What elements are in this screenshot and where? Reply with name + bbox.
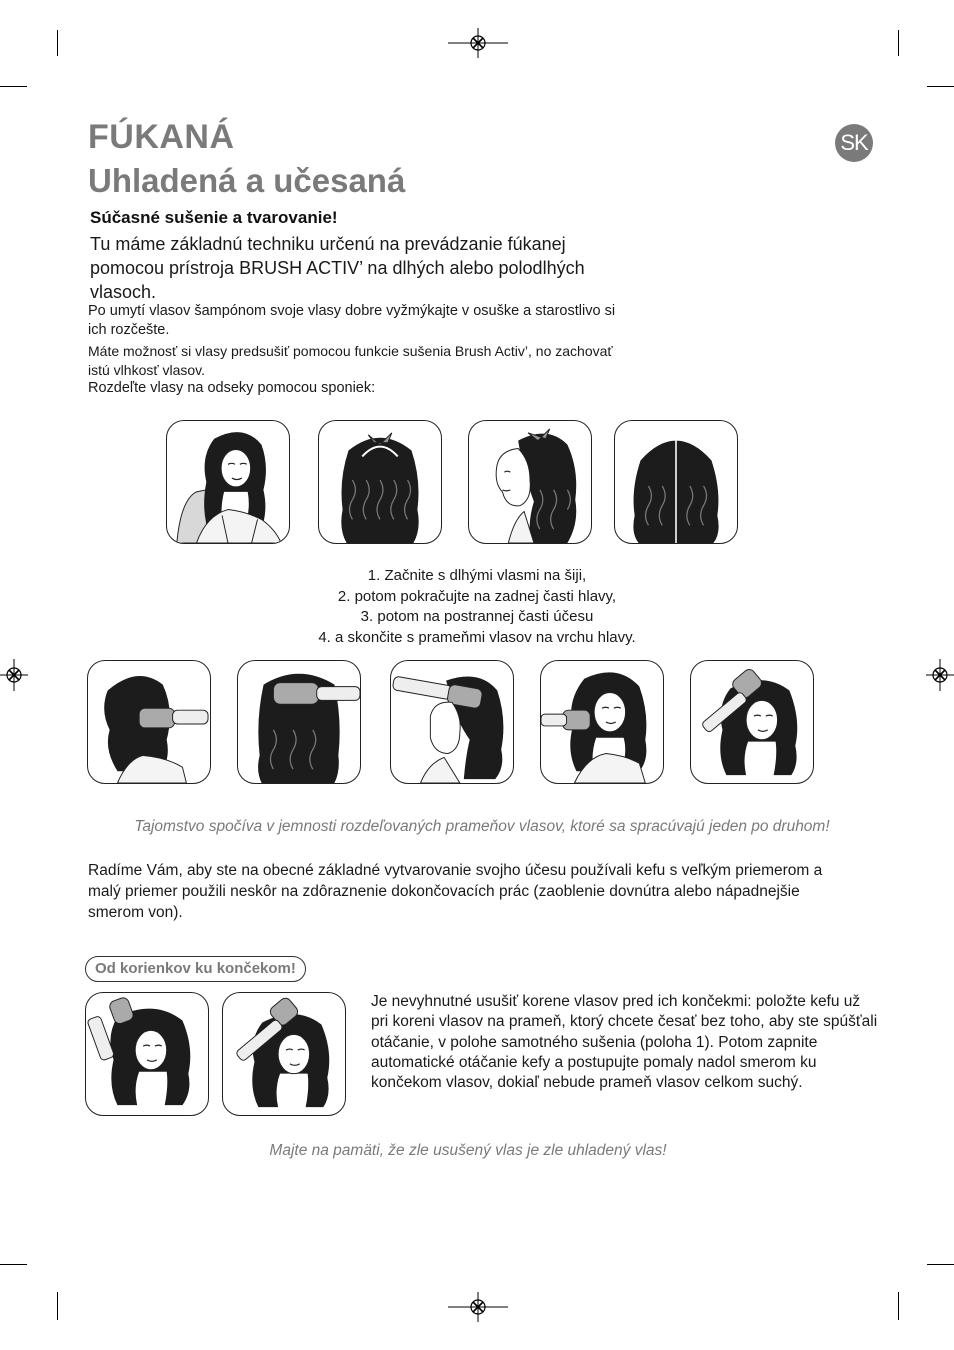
registration-mark-top — [448, 28, 508, 58]
registration-mark-right — [926, 659, 954, 691]
crop-mark — [898, 30, 899, 56]
crop-mark — [57, 1292, 58, 1320]
lead-text: Tu máme základnú techniku určenú na prevádzanie fúkanej pomocou prístroja BRUSH ACTIV’ na dlhých alebo polodlhých vlasoch. — [90, 234, 585, 302]
illustration-front-woman — [166, 420, 290, 544]
illustration-brush-side — [390, 660, 514, 784]
crop-mark — [927, 1264, 954, 1265]
step-1: 1. Začnite s dlhými vlasmi na šiji, — [367, 567, 587, 584]
registration-mark-left — [0, 659, 28, 691]
illustration-back-parted — [614, 420, 738, 544]
crop-mark — [927, 86, 954, 87]
crop-mark — [57, 30, 58, 56]
illustration-root-to-ends — [222, 992, 346, 1116]
section-label: Od korienkov ku končekom! — [85, 956, 306, 982]
step-2: 2. potom pokračujte na zadnej časti hlavy, — [337, 587, 617, 605]
step-4: 4. a skončite s prameňmi vlasov na vrchu hlavy. — [318, 628, 636, 646]
tip-remember: Majte na pamäti, že zle usušený vlas je zle uhladený vlas! — [269, 1142, 667, 1159]
lead-bold: Súčasné sušenie a tvarovanie! — [90, 208, 338, 227]
illustration-brush-back — [237, 660, 361, 784]
illustration-brush-front — [540, 660, 664, 784]
advice-paragraph: Radíme Vám, aby ste na obecné základné vytvarovanie svojho účesu používali kefu s veľkým priemerom a malý priemer použili neskôr na zdôraznenie dokončovacích prác (zaoblenie dovnútra alebo nápadnejšie smerom von). — [88, 862, 823, 921]
illustration-brush-nape — [87, 660, 211, 784]
page-subtitle: Uhladená a učesaná — [88, 162, 406, 199]
language-badge: SK — [835, 124, 873, 162]
illustration-side-clipped — [468, 420, 592, 544]
illustration-root-drying — [85, 992, 209, 1116]
crop-mark — [0, 1264, 27, 1265]
registration-mark-bottom — [448, 1292, 508, 1322]
tip-secret: Tajomstvo spočíva v jemnosti rozdeľovaných prameňov vlasov, ktoré sa spracúvajú jeden po druhom! — [134, 818, 830, 835]
illustration-brush-top — [690, 660, 814, 784]
intro-paragraph-1: Po umytí vlasov šampónom svoje vlasy dobre vyžmýkajte v osuške a starostlivo si ich rozčešte. — [88, 303, 616, 338]
intro-paragraph-2: Máte možnosť si vlasy predsušiť pomocou funkcie sušenia Brush Activ’, no zachovať istú vlhkosť vlasov. — [88, 343, 613, 378]
page-title: FÚKANÁ — [88, 118, 235, 156]
crop-mark — [898, 1292, 899, 1320]
illustration-back-clipped — [318, 420, 442, 544]
section-text: Je nevyhnutné usušiť korene vlasov pred ich končekmi: položte kefu už pri koreni vlasov na prameň, ktorý chcete česať bez toho, aby ste spúšťali otáčanie, v polohe samotného sušenia (poloha 1). Potom zapnite automatické otáčanie kefy a postupujte pomaly nadol smerom ku končekom vlasov, dokiaľ nebude prameň vlasov celkom suchý. — [371, 993, 878, 1092]
steps-list — [0, 566, 954, 648]
crop-mark — [0, 86, 27, 87]
step-3: 3. potom na postrannej časti účesu — [360, 608, 594, 625]
intro-paragraph-3: Rozdeľte vlasy na odseky pomocou sponiek: — [88, 380, 376, 396]
